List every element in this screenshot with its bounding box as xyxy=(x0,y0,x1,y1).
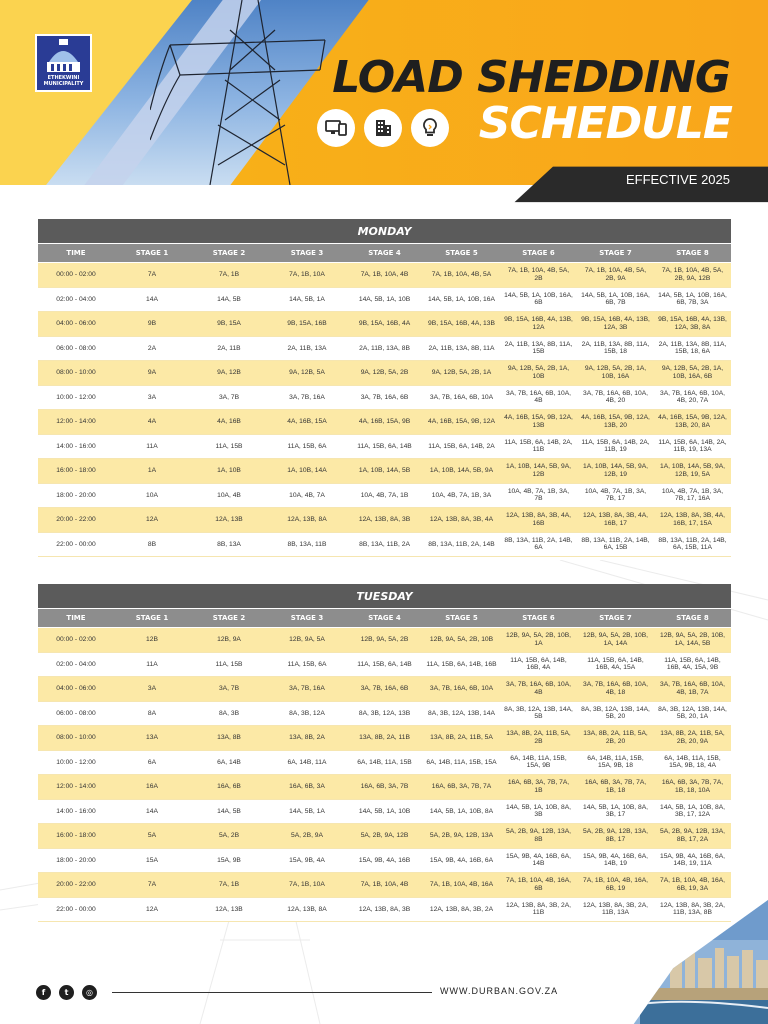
stage-cell: 3A, 7B, 16A, 6B, 10A, 4B xyxy=(505,681,572,696)
stage-cell: 9A, 12B, 5A, 2B xyxy=(360,369,409,377)
column-header: STAGE 7 xyxy=(599,249,632,257)
stage-cell: 5A xyxy=(147,832,157,840)
stage-cell: 8A, 3B, 12A, 13B, 14A, 5B, 20 xyxy=(581,705,650,721)
column-header: TIME xyxy=(66,614,86,622)
stage-cell: 2A, 11B, 13A, 8B, 11A, 15B, 18, 6A xyxy=(658,340,727,356)
stage-cell: 1A, 10B, 14A xyxy=(287,467,327,475)
stage-cell: 11A, 15B, 6A, 14B xyxy=(357,442,412,450)
time-cell: 06:00 - 08:00 xyxy=(56,709,96,717)
table-row xyxy=(38,263,731,288)
table-row xyxy=(38,898,731,923)
stage-cell: 9B, 15A, 16B, 4A, 13B, 12A, 3B xyxy=(581,316,650,331)
stage-cell: 12A, 13B, 8A, 3B, 4A, 16B, 17, 15A xyxy=(659,512,726,527)
stage-cell: 9B, 15A, 16B, 4A, 13B xyxy=(428,320,495,328)
page-title-line1: LOAD SHEDDING xyxy=(332,52,730,103)
stage-cell: 4A, 16B xyxy=(217,418,241,426)
table-row xyxy=(38,849,731,874)
column-header: STAGE 2 xyxy=(212,614,246,622)
stage-cell: 1A, 10B, 14A, 5B, 9A xyxy=(429,467,494,475)
stage-cell: 6A, 14B xyxy=(217,758,241,766)
table-row xyxy=(38,435,731,460)
stage-cell: 12B, 9A, 5A, 2B, 10B xyxy=(429,636,494,644)
stage-cell: 3A, 7B, 16A, 6B, 10A xyxy=(429,393,494,401)
facebook-icon[interactable]: f xyxy=(36,985,51,1000)
stage-cell: 12A, 13B, 8A, 3B, 4A xyxy=(429,516,494,524)
stage-cell: 3A, 7B, 16A, 6B xyxy=(360,393,409,401)
stage-cell: 9B, 15A xyxy=(217,320,241,328)
stage-cell: 16A, 6B xyxy=(217,783,241,791)
municipality-logo xyxy=(35,34,92,92)
stage-cell: 12A, 13B, 8A, 3B, 4A, 16B, 17 xyxy=(582,512,649,527)
time-cell: 12:00 - 14:00 xyxy=(56,783,96,791)
stage-cell: 3A, 7B, 16A, 6B, 10A xyxy=(429,685,494,693)
stage-cell: 16A, 6B, 3A, 7B, 7A, 1B xyxy=(507,779,570,794)
column-header: TIME xyxy=(66,249,86,257)
stage-cell: 1A, 10B xyxy=(217,467,241,475)
time-cell: 00:00 - 02:00 xyxy=(56,271,96,279)
stage-cell: 12A, 13B xyxy=(215,516,243,524)
stage-cell: 9A xyxy=(147,369,157,377)
stage-cell: 16A, 6B, 3A xyxy=(289,783,325,791)
day-heading-tuesday: TUESDAY xyxy=(38,584,731,608)
stage-cell: 3A, 7B, 16A xyxy=(289,393,325,401)
lightbulb-icon xyxy=(411,109,449,147)
column-header: STAGE 3 xyxy=(290,249,324,257)
stage-cell: 7A, 1B, 10A, 4B, 16A, 6B xyxy=(505,877,572,892)
stage-cell: 12A, 13B, 8A, 3B xyxy=(358,905,411,913)
stage-cell: 7A xyxy=(147,881,157,889)
stage-cell: 14A, 5B, 1A, 10B, 8A, 3B, 17 xyxy=(582,803,649,819)
effective-date: EFFECTIVE 2025 xyxy=(625,172,730,187)
stage-cell: 7A, 1B, 10A, 4B, 16A, 6B, 19 xyxy=(582,877,649,892)
stage-cell: 13A, 8B, 2A, 11B xyxy=(359,734,410,742)
column-header: STAGE 5 xyxy=(445,614,478,622)
stage-cell: 10A, 4B, 7A xyxy=(289,491,325,499)
stage-cell: 12A xyxy=(146,905,158,913)
stage-cell: 16A, 6B, 3A, 7B, 7A, 1B, 18 xyxy=(584,779,647,794)
stage-cell: 9A, 12B xyxy=(217,369,241,377)
stage-cell: 14A, 5B, 1A xyxy=(289,807,325,815)
table-row xyxy=(38,337,731,362)
stage-cell: 7A, 1B, 10A, 4B, 5A, 2B, 9A, 12B xyxy=(661,267,724,282)
stage-cell: 9B, 15A, 16B, 4A xyxy=(358,320,411,328)
column-header: STAGE 2 xyxy=(212,249,246,257)
time-cell: 10:00 - 12:00 xyxy=(56,758,96,766)
stage-cell: 5A, 2B, 9A, 12B, 13A xyxy=(429,832,494,840)
table-row xyxy=(38,775,731,800)
stage-cell: 10A, 4B xyxy=(217,491,241,499)
column-header: STAGE 1 xyxy=(135,249,169,257)
stage-cell: 15A, 9B xyxy=(217,856,241,864)
stage-cell: 13A, 8B, 2A, 11B, 5A, 2B, 20 xyxy=(583,730,648,745)
stage-cell: 13A, 8B, 2A, 11B, 5A, 2B xyxy=(506,730,571,745)
city-hall-dome-icon xyxy=(37,36,90,76)
stage-cell: 8A, 3B, 12A, 13B, 14A xyxy=(428,709,495,717)
column-header: STAGE 8 xyxy=(676,249,709,257)
stage-cell: 16A xyxy=(146,783,158,791)
stage-cell: 5A, 2B, 9A, 12B xyxy=(360,832,409,840)
table-row xyxy=(38,410,731,435)
stage-cell: 1A, 10B, 14A, 5B, 9A, 12B, 19, 5A xyxy=(659,463,726,478)
table-row xyxy=(38,702,731,727)
stage-cell: 7A, 1B xyxy=(218,881,240,889)
stage-cell: 16A, 6B, 3A, 7B, 7A, 1B, 18, 10A xyxy=(661,779,724,794)
stage-cell: 5A, 2B, 9A xyxy=(291,832,323,840)
stage-cell: 8B, 13A, 11B, 2A, 14B xyxy=(428,540,495,548)
stage-cell: 8A, 3B xyxy=(218,709,240,717)
tuesday-table-body xyxy=(38,628,731,922)
stage-cell: 14A xyxy=(146,295,158,303)
stage-cell: 3A, 7B, 16A, 6B, 10A, 4B, 1B, 7A xyxy=(659,681,726,696)
stage-cell: 3A, 7B xyxy=(218,685,240,693)
instagram-icon[interactable]: ◎ xyxy=(82,985,97,1000)
website-link[interactable]: WWW.DURBAN.GOV.ZA xyxy=(440,986,559,996)
stage-cell: 3A, 7B xyxy=(218,393,240,401)
stage-cell: 12A, 13B, 8A, 3B, 2A, 11B, 13A xyxy=(582,901,649,917)
stage-cell: 14A, 5B, 1A, 10B, 16A, 6B, 7B xyxy=(581,291,650,307)
stage-cell: 12A, 13B, 8A, 3B, 4A, 16B xyxy=(505,512,572,527)
stage-cell: 8A, 3B, 12A, 13B, 14A, 5B xyxy=(504,705,573,721)
table-row xyxy=(38,386,731,411)
stage-cell: 14A, 5B, 1A xyxy=(289,295,325,303)
table-row xyxy=(38,800,731,825)
stage-cell: 12B, 9A, 5A, 2B, 10B, 1A, 14A xyxy=(582,632,649,647)
stage-cell: 12A, 13B, 8A, 3B, 2A, 11B xyxy=(505,901,572,917)
stage-cell: 3A, 7B, 16A xyxy=(289,685,325,693)
table-row xyxy=(38,726,731,751)
column-header: STAGE 1 xyxy=(135,614,169,622)
stage-cell: 8B, 13A, 11B, 2A, 14B, 6A, 15B xyxy=(581,536,650,552)
stage-cell: 4A, 16B, 15A, 9B xyxy=(358,418,411,426)
stage-cell: 11A, 15B, 6A, 14B, 16B, 4A xyxy=(510,656,567,672)
twitter-icon[interactable]: t xyxy=(59,985,74,1000)
stage-cell: 11A, 15B, 6A, 14B, 16B xyxy=(426,660,497,668)
stage-cell: 9A, 12B, 5A xyxy=(289,369,325,377)
stage-cell: 9A, 12B, 5A, 2B, 1A, 10B xyxy=(507,365,570,380)
table-row xyxy=(38,484,731,509)
stage-cell: 8B, 13A, 11B, 2A, 14B, 6A xyxy=(504,536,573,552)
stage-cell: 7A, 1B, 10A xyxy=(289,881,325,889)
stage-cell: 4A, 16B, 15A, 9B, 12A, 13B, 20, 8A xyxy=(658,414,727,429)
stage-cell: 14A, 5B, 1A, 10B, 8A, 3B, 17, 12A xyxy=(659,803,726,819)
stage-cell: 11A, 15B, 6A xyxy=(287,442,327,450)
stage-cell: 6A xyxy=(147,758,157,766)
stage-cell: 13A, 8B, 2A xyxy=(289,734,325,742)
time-cell: 12:00 - 14:00 xyxy=(56,418,96,426)
time-cell: 16:00 - 18:00 xyxy=(56,467,96,475)
stage-cell: 9B, 15A, 16B, 4A, 13B, 12A xyxy=(504,316,573,331)
monday-schedule-table xyxy=(38,219,731,557)
stage-cell: 7A, 1B xyxy=(218,271,240,279)
time-cell: 00:00 - 02:00 xyxy=(56,636,96,644)
table-row xyxy=(38,533,731,558)
computer-devices-icon xyxy=(317,109,355,147)
stage-cell: 9B, 15A, 16B xyxy=(287,320,327,328)
stage-cell: 12B, 9A, 5A, 2B, 10B, 1A, 14A, 5B xyxy=(659,632,726,647)
stage-cell: 13A, 8B xyxy=(217,734,241,742)
stage-cell: 8B xyxy=(147,540,157,548)
day-heading-monday: MONDAY xyxy=(38,219,731,243)
stage-cell: 12B, 9A, 5A, 2B xyxy=(360,636,409,644)
stage-cell: 7A xyxy=(147,271,157,279)
stage-cell: 12A, 13B, 8A, 3B, 2A xyxy=(429,905,494,913)
stage-cell: 15A xyxy=(146,856,158,864)
stage-cell: 15A, 9B, 4A, 16B, 6A, 14B, 19, 11A xyxy=(659,852,726,868)
footer-divider xyxy=(112,992,432,993)
column-header: STAGE 6 xyxy=(522,614,555,622)
stage-cell: 4A, 16B, 15A, 9B, 12A, 13B, 20 xyxy=(581,414,650,429)
stage-cell: 3A, 7B, 16A, 6B, 10A, 4B, 20, 7A xyxy=(659,389,726,405)
stage-cell: 14A, 5B, 1A, 10B, 8A, 3B xyxy=(505,803,572,819)
stage-cell: 14A, 5B, 1A, 10B xyxy=(358,295,411,303)
stage-cell: 7A, 1B, 10A, 4B xyxy=(360,271,409,279)
stage-cell: 1A xyxy=(147,467,157,475)
stage-cell: 5A, 2B xyxy=(218,832,240,840)
stage-cell: 2A, 11B, 13A, 8B, 11A, 15B, 18 xyxy=(581,340,650,356)
time-cell: 10:00 - 12:00 xyxy=(56,393,96,401)
stage-cell: 6A, 14B, 11A, 15B, 15A, 9B xyxy=(510,754,567,770)
stage-cell: 12A, 13B, 8A, 3B, 2A, 11B, 13A, 8B xyxy=(659,901,726,917)
stage-cell: 11A, 15B xyxy=(215,660,243,668)
stage-cell: 6A, 14B, 11A xyxy=(287,758,327,766)
stage-cell: 11A, 15B, 6A, 14B, 16B, 4A, 15A xyxy=(587,656,644,672)
stage-cell: 16A, 6B, 3A, 7B, 7A xyxy=(431,783,492,791)
stage-cell: 14A, 5B, 1A, 10B, 16A, 6B, 7B, 3A xyxy=(658,291,727,307)
stage-cell: 6A, 14B, 11A, 15B, 15A xyxy=(426,758,497,766)
stage-cell: 15A, 9B, 4A xyxy=(289,856,325,864)
table-row xyxy=(38,288,731,313)
column-header: STAGE 5 xyxy=(445,249,478,257)
stage-cell: 10A, 4B, 7A, 1B, 3A, 7B, 17, 16A xyxy=(661,487,724,503)
stage-cell: 12B, 9A xyxy=(217,636,241,644)
tuesday-schedule-table xyxy=(38,584,731,922)
column-header: STAGE 3 xyxy=(290,614,324,622)
stage-cell: 12A, 13B, 8A xyxy=(287,516,327,524)
time-cell: 20:00 - 22:00 xyxy=(56,881,96,889)
table-row xyxy=(38,361,731,386)
stage-cell: 7A, 1B, 10A, 4B, 5A, 2B xyxy=(507,267,570,282)
stage-cell: 11A, 15B, 6A, 14B xyxy=(357,660,412,668)
stage-cell: 8A, 3B, 12A xyxy=(289,709,325,717)
stage-cell: 14A, 5B, 1A, 10B, 16A xyxy=(428,295,495,303)
stage-cell: 4A, 16B, 15A xyxy=(287,418,327,426)
stage-cell: 13A, 8B, 2A, 11B, 5A xyxy=(430,734,493,742)
stage-cell: 15A, 9B, 4A, 16B, 6A, 14B xyxy=(505,852,572,868)
stage-cell: 3A xyxy=(147,393,157,401)
stage-cell: 2A, 11B xyxy=(217,344,241,352)
column-header: STAGE 4 xyxy=(368,249,401,257)
stage-cell: 2A, 11B, 13A, 8B, 11A xyxy=(428,344,495,352)
stage-cell: 11A, 15B, 6A xyxy=(287,660,327,668)
stage-cell: 10A, 4B, 7A, 1B xyxy=(360,491,409,499)
stage-cell: 6A, 14B, 11A, 15B xyxy=(357,758,412,766)
time-cell: 04:00 - 06:00 xyxy=(56,685,96,693)
stage-cell: 6A, 14B, 11A, 15B, 15A, 9B, 18 xyxy=(587,754,644,770)
table-row xyxy=(38,459,731,484)
column-header: STAGE 8 xyxy=(676,614,709,622)
stage-cell: 4A xyxy=(147,418,157,426)
stage-cell: 11A, 15B, 6A, 14B, 2A, 11B, 19 xyxy=(581,438,650,454)
stage-cell: 10A xyxy=(146,491,158,499)
building-icon xyxy=(364,109,402,147)
stage-cell: 3A, 7B, 16A, 6B xyxy=(360,685,409,693)
stage-cell: 14A, 5B, 1A, 10B, 8A xyxy=(429,807,494,815)
time-cell: 18:00 - 20:00 xyxy=(56,491,96,499)
stage-cell: 15A, 9B, 4A, 16B, 6A xyxy=(429,856,494,864)
stage-cell: 1A, 10B, 14A, 5B, 9A, 12B xyxy=(505,463,572,478)
stage-cell: 5A, 2B, 9A, 12B, 13A, 8B, 17, 2A xyxy=(659,828,726,843)
stage-cell: 16A, 6B, 3A, 7B xyxy=(360,783,409,791)
column-header-row xyxy=(38,608,731,628)
stage-cell: 11A, 15B, 6A, 14B, 16B, 4A, 15A, 9B xyxy=(664,656,721,672)
stage-cell: 7A, 1B, 10A xyxy=(289,271,325,279)
table-row xyxy=(38,751,731,776)
stage-cell: 12A, 13B, 8A, 3B xyxy=(358,516,411,524)
stage-cell: 11A, 15B, 6A, 14B, 2A, 11B xyxy=(504,438,573,454)
stage-cell: 8B, 13A, 11B, 2A, 14B, 6A, 15B, 11A xyxy=(658,536,727,552)
column-header: STAGE 7 xyxy=(599,614,632,622)
stage-cell: 12A xyxy=(146,516,158,524)
time-cell: 14:00 - 16:00 xyxy=(56,442,96,450)
stage-cell: 14A, 5B, 1A, 10B, 16A, 6B xyxy=(504,291,573,307)
stage-cell: 10A, 4B, 7A, 1B, 3A, 7B, 17 xyxy=(584,487,647,503)
page-title-line2: SCHEDULE xyxy=(478,98,732,149)
stage-cell: 3A, 7B, 16A, 6B, 10A, 4B, 20 xyxy=(582,389,649,405)
stage-cell: 15A, 9B, 4A, 16B xyxy=(358,856,411,864)
header-banner xyxy=(0,0,768,215)
stage-cell: 8B, 13A xyxy=(217,540,241,548)
stage-cell: 8B, 13A, 11B, 2A xyxy=(359,540,410,548)
stage-cell: 14A, 5B xyxy=(217,807,241,815)
stage-cell: 2A, 11B, 13A, 8B, 11A, 15B xyxy=(504,340,573,356)
table-row xyxy=(38,824,731,849)
stage-cell: 12A, 13B xyxy=(215,905,243,913)
stage-cell: 11A xyxy=(146,660,158,668)
time-cell: 08:00 - 10:00 xyxy=(56,369,96,377)
time-cell: 20:00 - 22:00 xyxy=(56,516,96,524)
table-row xyxy=(38,628,731,653)
stage-cell: 4A, 16B, 15A, 9B, 12A, 13B xyxy=(504,414,573,429)
stage-cell: 3A, 7B, 16A, 6B, 10A, 4B, 18 xyxy=(582,681,649,696)
time-cell: 06:00 - 08:00 xyxy=(56,344,96,352)
stage-cell: 2A, 11B, 13A xyxy=(287,344,327,352)
stage-cell: 9B xyxy=(147,320,157,328)
stage-cell: 6A, 14B, 11A, 15B, 15A, 9B, 18, 4A xyxy=(664,754,721,770)
table-row xyxy=(38,653,731,678)
table-row xyxy=(38,508,731,533)
stage-cell: 11A, 15B, 6A, 14B, 2A, 11B, 19, 13A xyxy=(658,438,727,454)
stage-cell: 7A, 1B, 10A, 4B, 5A xyxy=(431,271,492,279)
stage-cell: 1A, 10B, 14A, 5B xyxy=(358,467,411,475)
social-links xyxy=(36,985,97,1000)
stage-cell: 14A xyxy=(146,807,158,815)
stage-cell: 8B, 13A, 11B xyxy=(287,540,327,548)
stage-cell: 14A, 5B, 1A, 10B xyxy=(358,807,411,815)
time-cell: 08:00 - 10:00 xyxy=(56,734,96,742)
stage-cell: 2A xyxy=(147,344,157,352)
time-cell: 16:00 - 18:00 xyxy=(56,832,96,840)
time-cell: 14:00 - 16:00 xyxy=(56,807,96,815)
time-cell: 02:00 - 04:00 xyxy=(56,295,96,303)
stage-cell: 8A, 3B, 12A, 13B xyxy=(358,709,411,717)
table-row xyxy=(38,677,731,702)
stage-cell: 3A xyxy=(147,685,157,693)
stage-cell: 12B, 9A, 5A xyxy=(289,636,325,644)
stage-cell: 13A, 8B, 2A, 11B, 5A, 2B, 20, 9A xyxy=(660,730,725,745)
stage-cell: 7A, 1B, 10A, 4B, 5A, 2B, 9A xyxy=(584,267,647,282)
stage-cell: 5A, 2B, 9A, 12B, 13A, 8B, 17 xyxy=(582,828,649,843)
stage-cell: 4A, 16B, 15A, 9B, 12A xyxy=(428,418,495,426)
monday-table-body xyxy=(38,263,731,557)
stage-cell: 9A, 12B, 5A, 2B, 1A xyxy=(431,369,492,377)
stage-cell: 3A, 7B, 16A, 6B, 10A, 4B xyxy=(505,389,572,405)
time-cell: 02:00 - 04:00 xyxy=(56,660,96,668)
stage-cell: 7A, 1B, 10A, 4B, 16A xyxy=(429,881,494,889)
time-cell: 18:00 - 20:00 xyxy=(56,856,96,864)
stage-cell: 12B xyxy=(146,636,158,644)
stage-cell: 8A xyxy=(147,709,157,717)
stage-cell: 2A, 11B, 13A, 8B xyxy=(359,344,410,352)
time-cell: 22:00 - 00:00 xyxy=(56,540,96,548)
stage-cell: 11A, 15B, 6A, 14B, 2A xyxy=(428,442,495,450)
column-header-row xyxy=(38,243,731,263)
stage-cell: 9A, 12B, 5A, 2B, 1A, 10B, 16A, 6B xyxy=(661,365,724,380)
stage-cell: 7A, 1B, 10A, 4B xyxy=(360,881,409,889)
time-cell: 04:00 - 06:00 xyxy=(56,320,96,328)
stage-cell: 12B, 9A, 5A, 2B, 10B, 1A xyxy=(505,632,572,647)
stage-cell: 11A xyxy=(146,442,158,450)
stage-cell: 14A, 5B xyxy=(217,295,241,303)
time-cell: 22:00 - 00:00 xyxy=(56,905,96,913)
stage-cell: 5A, 2B, 9A, 12B, 13A, 8B xyxy=(505,828,572,843)
logo-text: ETHEKWINI MUNICIPALITY xyxy=(43,75,84,87)
stage-cell: 8A, 3B, 12A, 13B, 14A, 5B, 20, 1A xyxy=(658,705,727,721)
stage-cell: 11A, 15B xyxy=(215,442,243,450)
stage-cell: 9A, 12B, 5A, 2B, 1A, 10B, 16A xyxy=(584,365,647,380)
column-header: STAGE 4 xyxy=(368,614,401,622)
stage-cell: 12A, 13B, 8A xyxy=(287,905,327,913)
stage-cell: 13A xyxy=(146,734,158,742)
stage-cell: 15A, 9B, 4A, 16B, 6A, 14B, 19 xyxy=(582,852,649,868)
column-header: STAGE 6 xyxy=(522,249,555,257)
stage-cell: 1A, 10B, 14A, 5B, 9A, 12B, 19 xyxy=(582,463,649,478)
stage-cell: 9B, 15A, 16B, 4A, 13B, 12A, 3B, 8A xyxy=(658,316,727,331)
stage-cell: 10A, 4B, 7A, 1B, 3A, 7B xyxy=(507,487,570,503)
stage-cell: 7A, 1B, 10A, 4B, 16A, 6B, 19, 3A xyxy=(659,877,726,892)
stage-cell: 10A, 4B, 7A, 1B, 3A xyxy=(431,491,492,499)
table-row xyxy=(38,312,731,337)
pylon-image xyxy=(150,0,330,185)
table-row xyxy=(38,873,731,898)
